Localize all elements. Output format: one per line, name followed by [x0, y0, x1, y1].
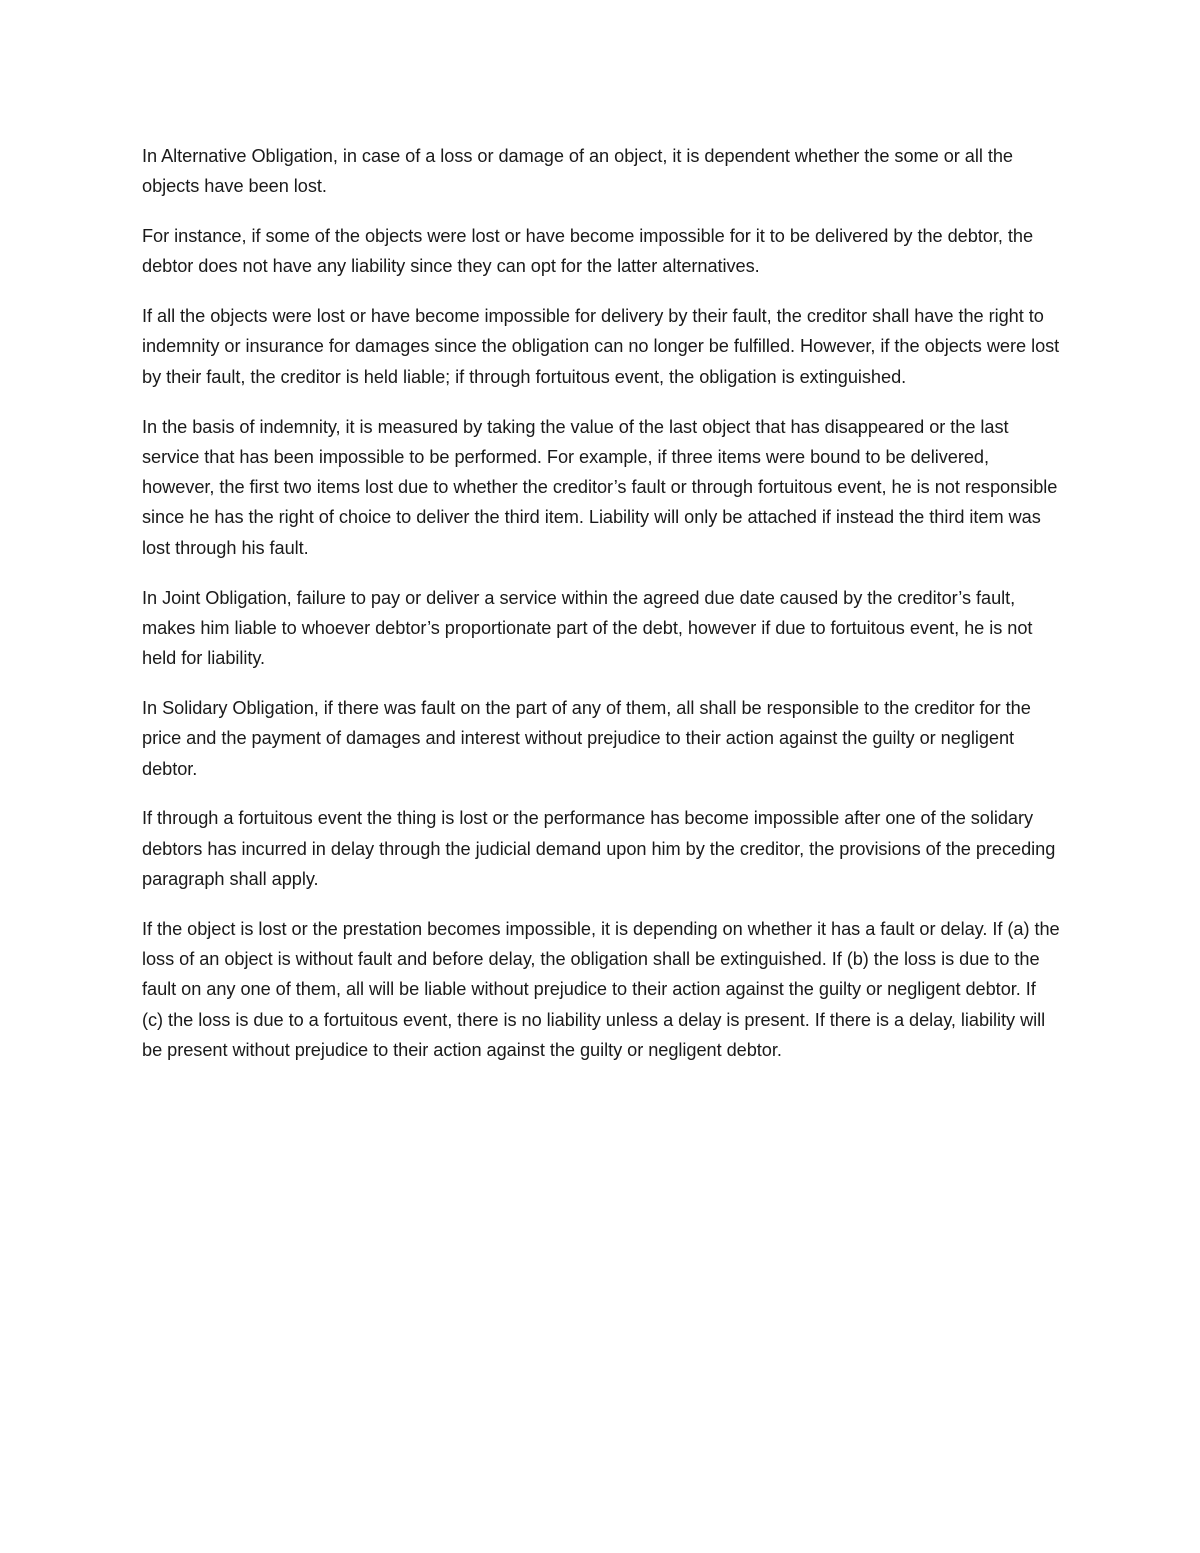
- paragraph-all-objects-lost: If all the objects were lost or have become impossible for delivery by their fault, the creditor shall have the right to indemnity or insurance for damages since the obligation can no longer be fulfilled. However, if the objects were lost by their fault, the creditor is held liable; if through fortuitous event, the obligation is extinguished.: [142, 306, 1060, 387]
- paragraph-some-objects-lost: For instance, if some of the objects were lost or have become impossible for it to be delivered by the debtor, the debtor does not have any liability since they can opt for the latter alternatives.: [142, 226, 1034, 277]
- paragraph-fortuitous-event: If through a fortuitous event the thing is lost or the performance has become impossible after one of the solidary debtors has incurred in delay through the judicial demand upon him by the creditor, the provisions of the preceding paragraph shall apply.: [142, 808, 1056, 889]
- paragraph-basis-of-indemnity: In the basis of indemnity, it is measured by taking the value of the last object that has disappeared or the last service that has been impossible to be performed. For example, if three items were bound to be delivered, however, the first two items lost due to whether the creditor’s fault or through fortuitous event, he is not responsible since he has the right of choice to deliver the third item. Liability will only be attached if instead the third item was lost through his fault.: [142, 416, 1058, 558]
- paragraph-joint-obligation: In Joint Obligation, failure to pay or deliver a service within the agreed due date caused by the creditor’s fault, makes him liable to whoever debtor’s proportionate part of the debt, however if due to fortuitous event, he is not held for liability.: [142, 587, 1033, 669]
- paragraph-object-lost-prestation: If the object is lost or the prestation becomes impossible, it is depending on whether it has a fault or delay. If (a) the loss of an object is without fault and before delay, the obligation shall be extinguished. If (b) the loss is due to the fault on any one of them, all will be liable without prejudice to their action against the guilty or negligent debtor. If (c) the loss is due to a fortuitous event, there is no liability unless a delay is present. If there is a delay, liability will be present without prejudice to their action against the guilty or negligent debtor.: [142, 918, 1060, 1060]
- document-body: [142, 141, 1060, 1085]
- paragraph-alternative-obligation: In Alternative Obligation, in case of a loss or damage of an object, it is dependent whether the some or all the objects have been lost.: [142, 146, 1013, 197]
- paragraph-solidary-obligation: In Solidary Obligation, if there was fault on the part of any of them, all shall be responsible to the creditor for the price and the payment of damages and interest without prejudice to their action against the guilty or negligent debtor.: [142, 697, 1031, 779]
